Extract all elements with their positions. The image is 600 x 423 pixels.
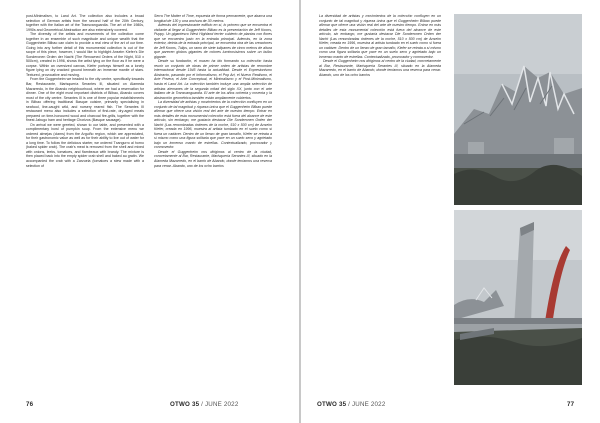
spanish-paragraph: Desde su fundación, el museo ha ido formando su colección hasta reunir un conjunto de obras de primer orden de artistas de renombre internacional desde 1945 hasta la actualidad. Desde el Expresionismo Abstracto, pasando por el Informalismo, el Pop Art, el Nuevo Realismo, el Arte Povera, el Arte Conceptual, el Minimalismo y el Post-Minimalismo, hasta el Land Art. La colección también incluye una amplia selección de artistas alemanes de la segunda mitad del siglo XX, junto con el arte italiano de la Transvanguardia. El arte de los años ochenta y noventa y la abstracción geométrica también están ampliamente cubiertos. xyxy=(154,59,272,100)
spanish-paragraph: La diversidad de artistas y movimientos de la colección confluyen en un conjunto de tal magnitud y riqueza única que el Guggenheim Bilbao puede afirmar que ofrece una visión real del arte de nuestro tiempo. Entrar en más detalles de esta monumental colección está fuera del alcance de este artículo, sin embargo, me gustaría destacar Die Sonderonen Orden der Nacht (Las renombradas órdenes de la noche, 510 x 500 cm) de Anselm Kiefer, creada en 1996, muestra al artista tumbado en el suelo como si fuera un cadáver. Dentro de un lienzo de gran tamaño, Kiefer se retrata a sí mismo como una figura solitaria que yace en un suelo seco y agrietado bajo un inmenso manto de estrellas. Contextualizado, provocador y conmovedor. xyxy=(319,14,441,59)
left-page xyxy=(0,0,299,423)
issue-date: JUNE 2022 xyxy=(205,401,239,408)
spanish-text-column xyxy=(154,14,272,386)
magazine-name: OTWO 35 xyxy=(170,401,200,408)
right-page xyxy=(301,0,600,423)
page-number-right: 77 xyxy=(567,401,575,408)
spanish-paragraph: Desde el Guggenheim nos dirigimos al centro de la ciudad, concretamente al Bar, Restaurante, Marisquería Serantes III, situado en la Alameda Mazarredo, en el barrio de Abando, donde teníamos una reserva para cenar. Abando, uno de los ocho barrios xyxy=(319,59,441,77)
spanish-paragraph: Además del impresionante edificio en sí, lo primero que se encuentra el visitante al llegar al Guggenheim Bilbao es la presentación de Jeff Koons, Puppy. Un gigantesco West Highland terrier cubierto de plantas con flores que se encuentra justo en la entrada principal. Además, en la zona exterior, detrás de la entrada principal, se encuentra otra de las creaciones de Jeff Koons, Tulips, un ramo de siete tulipanes de cinco metros de altura que parecen globos gigantes de colores luminosísimos sobre un bulbo gigante. xyxy=(154,23,272,59)
english-text-column xyxy=(26,14,144,386)
spanish-text-column-continued xyxy=(319,14,441,386)
english-paragraph: From the Guggenheim we headed to the city centre, specifically towards Bar, Restaurante, Marisquería Serantes III, situated on Alameda Mazarredo, in the Abando neighbourhood, where we had a reservation for dinner. One of the eight most important districts of Bilbao, Abando covers most of the city centre. Serantes III is one of three popular establishments in Bilbao offering traditional Basque cuisine, primarily specialising in seafood, line-caught wild, and nursery reared fish. The Serantes III restaurant menu also includes a selection of first-rate, dry-aged meats prepared on time-honoured wood and charcoal fire-grills, together with the finest Jabugo ham and heritage Chorizos (Basque sausage). xyxy=(26,77,144,123)
magazine-name: OTWO 35 xyxy=(317,401,347,408)
bilbao-bridge-image xyxy=(454,210,582,385)
issue-date: JUNE 2022 xyxy=(352,401,386,408)
english-paragraph: post-Minimalism, to Land Art. The collection also includes a broad selection of German artists from the second half of the 20th Century, together with the Italian art of the Transvanguardia. The art of the 1980s, 1990s and Geometrical Abstraction are also extensively covered. xyxy=(26,14,144,32)
english-paragraph: On arrival we were greeted, shown to our table, and presented with a complimentary bowl of pumpkin soup. From the extensive menu we ordered almejas (clams) from the Arguiño region, which are appreciated, for their gastronomic value as well as for their ability to live out of water for a long time. To follow the delicious starter, we ordered Txangurro al horno (baked spider crab). The crab's meat is removed from the shell and mixed with onions, leeks, tomatoes, and flambeaux with brandy. The mixture is then placed back into the empty spider crab shell and baked au gratin. We accompanied the crab with a Zarzuela (tomatoes a stew made with a selection of xyxy=(26,122,144,168)
guggenheim-museum-photo xyxy=(454,14,582,205)
guggenheim-building-image xyxy=(454,14,582,205)
bilbao-bridge-photo xyxy=(454,210,582,385)
magazine-footer-right: OTWO 35 / JUNE 2022 xyxy=(317,401,386,408)
english-paragraph: The diversity of the artists and movements of the collection come together in an ensemble of such magnitude and unique wealth that the Guggenheim Bilbao can claim to provide a real view of the art of our time. Going into any further detail of this monumental collection is out of the scope of this piece, however, I would like to highlight Anselm Kiefer's Die Sonderonen Orden der Nacht (The Renowned Orders of the Night, 510 x 500cm), created in 1996, shows the artist lying on the floor as if he were a corpse. Within an oversized canvas, Kiefer portrays himself as a lonely figure lying on dry cracked ground beneath an immense mantle of stars. Textured, provocative and moving. xyxy=(26,32,144,77)
page-number-left: 76 xyxy=(26,401,34,408)
magazine-footer-left: OTWO 35 / JUNE 2022 xyxy=(170,401,239,408)
spanish-paragraph: La diversidad de artistas y movimientos de la colección confluyen en un conjunto de tal magnitud y riqueza única que el Guggenheim Bilbao puede afirmar que ofrece una visión real del arte de nuestro tiempo. Entrar en más detalles de esta monumental colección está fuera del alcance de este artículo, sin embargo, me gustaría destacar Die Sonderonen Orden der Nacht (Las renombradas órdenes de la noche, 510 x 500 cm) de Anselm Kiefer, creada en 1996, muestra al artista tumbado en el suelo como si fuera un cadáver. Dentro de un lienzo de gran tamaño, Kiefer se retrata a sí mismo como una figura solitaria que yace en un suelo seco y agrietado bajo un inmenso manto de estrellas. Contextualizado, provocador y conmovedor. xyxy=(154,100,272,150)
spanish-paragraph: Desde el Guggenheim nos dirigimos al centro de la ciudad, concretamente al Bar, Restaurante, Marisquería Serantes III, situado en la Alameda Mazarredo, en el barrio de Abando, donde teníamos una reserva para cenar. Abando, uno de los ocho barrios xyxy=(154,149,272,168)
spanish-paragraph: Serra The Matter of Time, expuesta de forma permanente, que abarca una longitud de 130 y una anchura de 30 metros. xyxy=(154,14,272,23)
